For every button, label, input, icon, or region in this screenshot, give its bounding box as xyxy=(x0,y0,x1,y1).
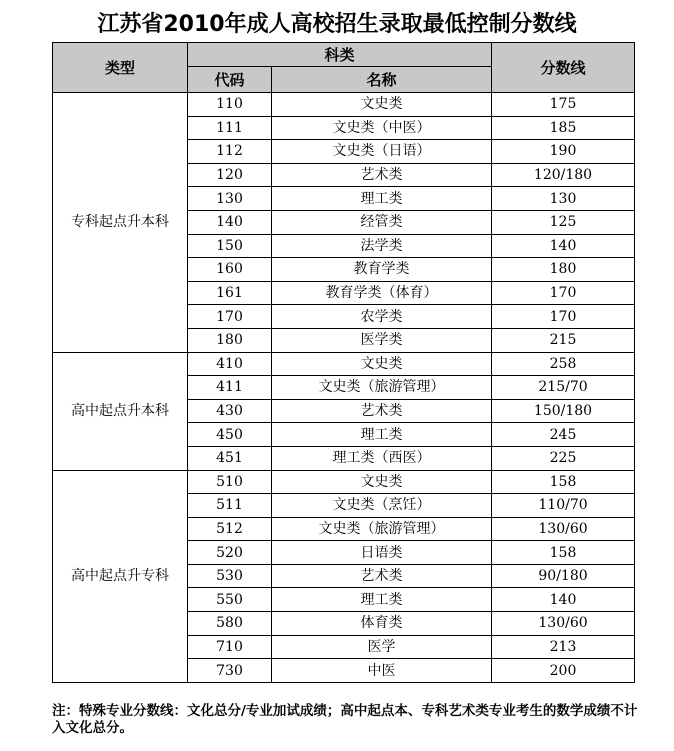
score-cell: 170 xyxy=(492,281,635,305)
name-cell: 日语类 xyxy=(272,541,492,565)
name-cell: 艺术类 xyxy=(272,399,492,423)
code-cell: 161 xyxy=(188,281,272,305)
name-cell: 理工类（西医） xyxy=(272,446,492,470)
table-row xyxy=(53,470,635,494)
group-type-cell: 专科起点升本科 xyxy=(53,93,188,353)
code-cell: 112 xyxy=(188,140,272,164)
name-cell: 文史类 xyxy=(272,352,492,376)
name-cell: 中医 xyxy=(272,659,492,683)
code-cell: 140 xyxy=(188,210,272,234)
code-cell: 530 xyxy=(188,564,272,588)
name-cell: 理工类 xyxy=(272,423,492,447)
header-category: 科类 xyxy=(188,43,492,67)
table-body xyxy=(53,93,635,683)
code-cell: 410 xyxy=(188,352,272,376)
name-cell: 文史类 xyxy=(272,470,492,494)
table-header xyxy=(53,43,635,93)
score-cell: 140 xyxy=(492,234,635,258)
code-cell: 430 xyxy=(188,399,272,423)
name-cell: 教育学类（体育） xyxy=(272,281,492,305)
name-cell: 教育学类 xyxy=(272,258,492,282)
score-cell: 175 xyxy=(492,93,635,117)
score-cell: 158 xyxy=(492,470,635,494)
code-cell: 520 xyxy=(188,541,272,565)
score-cell: 190 xyxy=(492,140,635,164)
score-cell: 90/180 xyxy=(492,564,635,588)
code-cell: 710 xyxy=(188,635,272,659)
score-cell: 245 xyxy=(492,423,635,447)
code-cell: 451 xyxy=(188,446,272,470)
score-cell: 200 xyxy=(492,659,635,683)
code-cell: 512 xyxy=(188,517,272,541)
name-cell: 农学类 xyxy=(272,305,492,329)
name-cell: 文史类（日语） xyxy=(272,140,492,164)
score-cell: 258 xyxy=(492,352,635,376)
name-cell: 医学 xyxy=(272,635,492,659)
code-cell: 411 xyxy=(188,376,272,400)
score-cell: 185 xyxy=(492,116,635,140)
name-cell: 理工类 xyxy=(272,588,492,612)
name-cell: 艺术类 xyxy=(272,163,492,187)
name-cell: 文史类（旅游管理） xyxy=(272,517,492,541)
name-cell: 文史类（旅游管理） xyxy=(272,376,492,400)
name-cell: 文史类（烹饪） xyxy=(272,494,492,518)
code-cell: 450 xyxy=(188,423,272,447)
name-cell: 文史类 xyxy=(272,93,492,117)
score-cell: 150/180 xyxy=(492,399,635,423)
code-cell: 170 xyxy=(188,305,272,329)
header-score: 分数线 xyxy=(492,43,635,93)
header-name: 名称 xyxy=(272,67,492,93)
code-cell: 120 xyxy=(188,163,272,187)
score-cell: 125 xyxy=(492,210,635,234)
code-cell: 150 xyxy=(188,234,272,258)
name-cell: 艺术类 xyxy=(272,564,492,588)
name-cell: 文史类（中医） xyxy=(272,116,492,140)
code-cell: 510 xyxy=(188,470,272,494)
table-row xyxy=(53,352,635,376)
code-cell: 511 xyxy=(188,494,272,518)
score-cell: 215 xyxy=(492,328,635,352)
code-cell: 111 xyxy=(188,116,272,140)
table-row xyxy=(53,93,635,117)
score-cell: 158 xyxy=(492,541,635,565)
name-cell: 法学类 xyxy=(272,234,492,258)
score-table xyxy=(52,42,635,683)
code-cell: 160 xyxy=(188,258,272,282)
code-cell: 130 xyxy=(188,187,272,211)
score-cell: 213 xyxy=(492,635,635,659)
header-type: 类型 xyxy=(53,43,188,93)
page-title: 江苏省2010年成人高校招生录取最低控制分数线 xyxy=(97,12,577,37)
name-cell: 理工类 xyxy=(272,187,492,211)
name-cell: 医学类 xyxy=(272,328,492,352)
score-cell: 225 xyxy=(492,446,635,470)
header-code: 代码 xyxy=(188,67,272,93)
score-cell: 180 xyxy=(492,258,635,282)
code-cell: 730 xyxy=(188,659,272,683)
footnote: 注：特殊专业分数线：文化总分/专业加试成绩；高中起点本、专科艺术类专业考生的数学成绩不计入文化总分。 xyxy=(52,703,638,736)
score-cell: 140 xyxy=(492,588,635,612)
name-cell: 经管类 xyxy=(272,210,492,234)
score-cell: 130 xyxy=(492,187,635,211)
score-cell: 130/60 xyxy=(492,612,635,636)
code-cell: 580 xyxy=(188,612,272,636)
group-type-cell: 高中起点升专科 xyxy=(53,470,188,682)
score-cell: 130/60 xyxy=(492,517,635,541)
score-cell: 215/70 xyxy=(492,376,635,400)
code-cell: 550 xyxy=(188,588,272,612)
score-cell: 170 xyxy=(492,305,635,329)
score-cell: 120/180 xyxy=(492,163,635,187)
code-cell: 180 xyxy=(188,328,272,352)
group-type-cell: 高中起点升本科 xyxy=(53,352,188,470)
name-cell: 体育类 xyxy=(272,612,492,636)
score-cell: 110/70 xyxy=(492,494,635,518)
code-cell: 110 xyxy=(188,93,272,117)
